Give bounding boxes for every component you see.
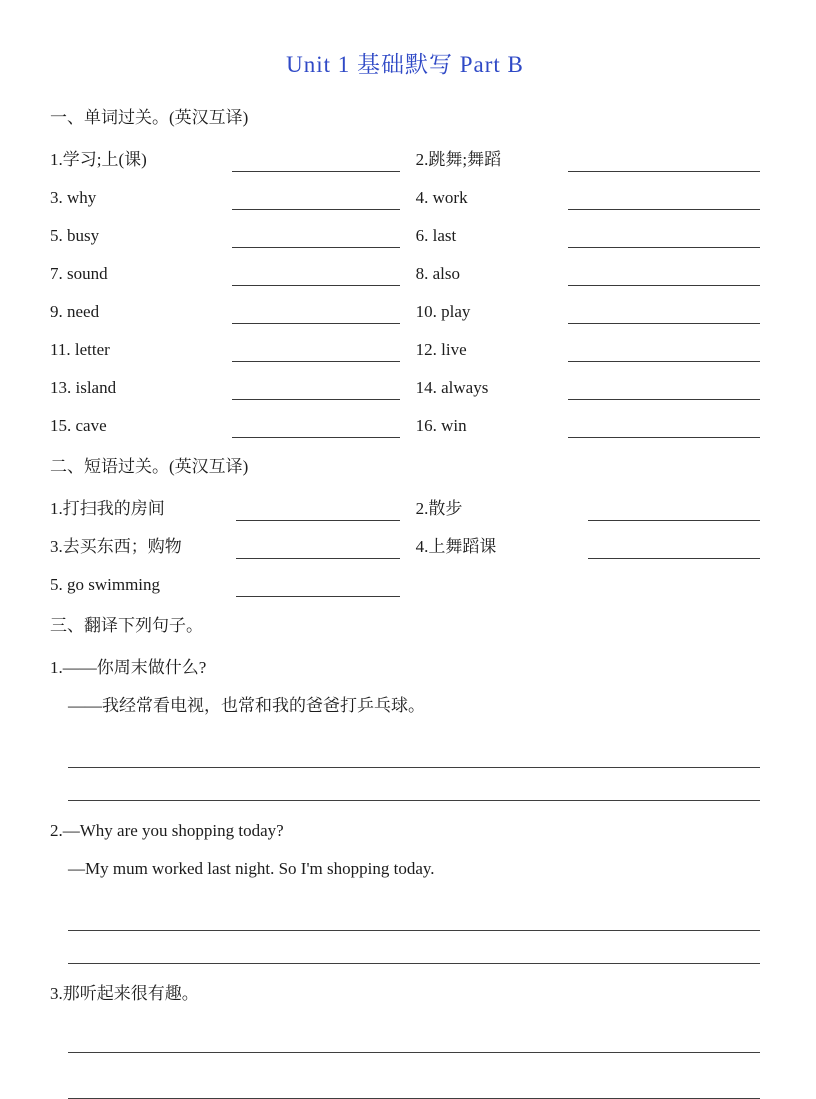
word-item — [50, 300, 416, 324]
word-label: 1.学习;上(课) — [50, 150, 147, 169]
word-label: 12. live — [415, 340, 467, 359]
word-item — [416, 148, 760, 172]
word-item — [50, 338, 416, 362]
answer-write-line — [68, 1020, 760, 1053]
answer-write-line — [68, 895, 760, 931]
word-item — [416, 300, 760, 324]
answer-blank — [236, 539, 400, 559]
word-item — [50, 148, 416, 172]
word-item — [416, 224, 760, 248]
answer-write-line — [68, 1053, 760, 1099]
word-label: 2.跳舞;舞蹈 — [415, 150, 502, 169]
answer-blank — [568, 266, 760, 286]
phrase-item — [50, 573, 416, 597]
section2-heading: 二、短语过关。(英汉互译) — [50, 457, 249, 476]
word-row — [50, 300, 760, 324]
sentence-q1-line1: 1.——你周末做什么? — [50, 658, 207, 677]
word-row — [50, 414, 760, 438]
answer-blank — [236, 501, 400, 521]
sentence-q1-line2: ——我经常看电视，也常和我的爸爸打乒乓球。 — [68, 696, 425, 715]
word-item — [50, 224, 416, 248]
sentence-q2-line2: —My mum worked last night. So I'm shopping today. — [68, 859, 435, 878]
section1-heading: 一、单词过关。(英汉互译) — [50, 108, 249, 127]
answer-blank — [232, 342, 400, 362]
word-item — [416, 376, 760, 400]
word-label: 16. win — [415, 416, 467, 435]
phrase-label: 2.散步 — [415, 499, 463, 518]
word-item — [50, 186, 416, 210]
word-label: 5. busy — [50, 226, 100, 245]
answer-blank — [568, 380, 760, 400]
sentence-q2-line1: 2.—Why are you shopping today? — [50, 821, 284, 840]
word-label: 6. last — [415, 226, 457, 245]
answer-blank — [232, 380, 400, 400]
answer-blank — [232, 228, 400, 248]
answer-blank — [568, 152, 760, 172]
phrase-item — [50, 497, 416, 521]
word-row — [50, 148, 760, 172]
word-item — [50, 262, 416, 286]
word-item — [416, 414, 760, 438]
word-item — [50, 376, 416, 400]
answer-blank — [568, 418, 760, 438]
phrase-label: 4.上舞蹈课 — [415, 537, 497, 556]
phrase-row — [50, 535, 760, 559]
word-row — [50, 224, 760, 248]
answer-blank — [232, 304, 400, 324]
answer-blank — [568, 304, 760, 324]
word-label: 11. letter — [50, 340, 110, 359]
spacer — [50, 801, 760, 805]
answer-write-line — [68, 931, 760, 964]
answer-blank — [236, 577, 400, 597]
word-row — [50, 262, 760, 286]
word-item — [416, 186, 760, 210]
word-label: 9. need — [50, 302, 100, 321]
phrase-row — [50, 573, 760, 597]
answer-blank — [232, 152, 400, 172]
answer-write-line — [68, 768, 760, 801]
word-label: 8. also — [415, 264, 461, 283]
word-label: 4. work — [415, 188, 468, 207]
phrase-label: 1.打扫我的房间 — [50, 499, 165, 518]
answer-write-line — [68, 732, 760, 768]
phrase-item — [50, 535, 416, 559]
phrase-label: 3.去买东西；购物 — [50, 537, 182, 556]
word-row — [50, 376, 760, 400]
word-item — [50, 414, 416, 438]
answer-blank — [588, 501, 760, 521]
answer-blank — [232, 266, 400, 286]
word-label: 13. island — [50, 378, 117, 397]
word-row — [50, 338, 760, 362]
sentence-q3: 3.那听起来很有趣。 — [50, 984, 199, 1003]
spacer — [50, 964, 760, 968]
answer-blank — [568, 342, 760, 362]
word-row — [50, 186, 760, 210]
section2-phrase-list — [50, 497, 760, 597]
answer-blank — [232, 190, 400, 210]
word-label: 7. sound — [50, 264, 108, 283]
answer-blank — [568, 228, 760, 248]
phrase-row — [50, 497, 760, 521]
answer-blank — [568, 190, 760, 210]
phrase-item-empty — [416, 573, 760, 597]
answer-blank — [588, 539, 760, 559]
word-label: 14. always — [415, 378, 489, 397]
word-item — [416, 262, 760, 286]
word-label: 15. cave — [50, 416, 107, 435]
answer-blank — [232, 418, 400, 438]
section3-heading: 三、翻译下列句子。 — [50, 616, 203, 635]
section1-word-list — [50, 148, 760, 438]
word-item — [416, 338, 760, 362]
word-label: 10. play — [415, 302, 471, 321]
page-title: Unit 1 基础默写 Part B — [286, 52, 524, 77]
phrase-item — [416, 497, 760, 521]
phrase-label: 5. go swimming — [50, 575, 161, 594]
phrase-item — [416, 535, 760, 559]
word-label: 3. why — [50, 188, 97, 207]
